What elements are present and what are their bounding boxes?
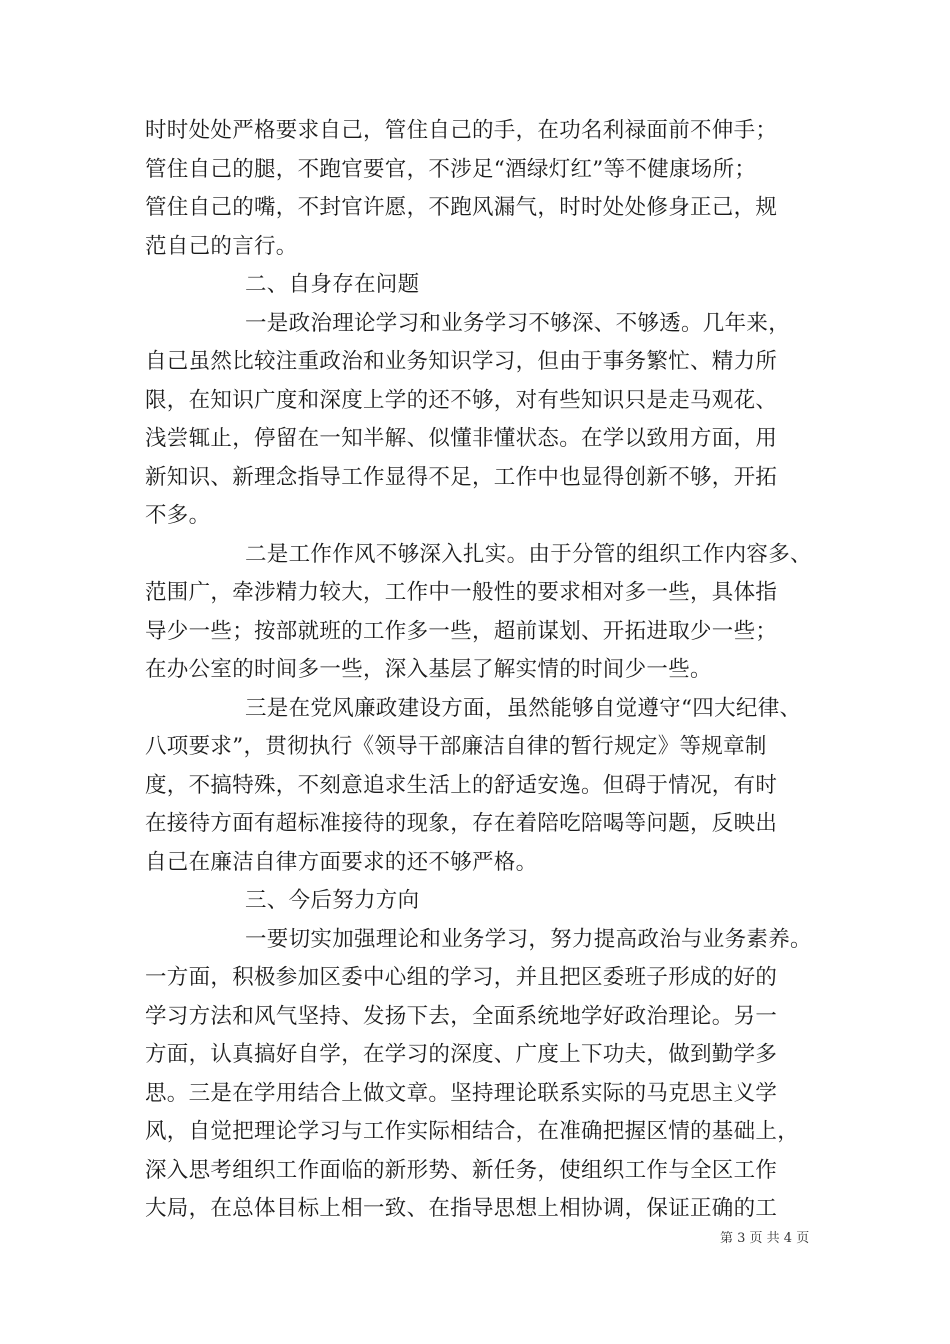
text-line: 深入思考组织工作面临的新形势、新任务，使组织工作与全区工作	[145, 1157, 778, 1183]
text-line: 思。三是在学用结合上做文章。坚持理论联系实际的马克思主义学	[145, 1080, 778, 1106]
text-line: 在接待方面有超标准接待的现象，存在着陪吃陪喝等问题，反映出	[145, 811, 778, 836]
text-line: 限，在知识广度和深度上学的还不够，对有些知识只是走马观花、	[145, 387, 778, 413]
text-line: 自己在廉洁自律方面要求的还不够严格。	[145, 849, 538, 875]
text-line: 一要切实加强理论和业务学习，努力提高政治与业务素养。	[245, 926, 812, 952]
text-line: 不多。	[145, 503, 211, 528]
text-line: 管住自己的嘴，不封官许愿，不跑风漏气，时时处处修身正己，规	[145, 195, 778, 220]
text-line: 导少一些；按部就班的工作多一些，超前谋划、开拓进取少一些；	[145, 618, 778, 644]
text-line: 学习方法和风气坚持、发扬下去，全面系统地学好政治理论。另一	[145, 1003, 778, 1029]
text-line: 浅尝辄止，停留在一知半解、似懂非懂状态。在学以致用方面，用	[145, 426, 778, 451]
text-line: 时时处处严格要求自己，管住自己的手，在功名利禄面前不伸手；	[145, 118, 778, 143]
text-line: 二、自身存在问题	[245, 272, 420, 297]
page-number: 第 3 页 共 4 页	[720, 1231, 810, 1246]
text-line: 管住自己的腿，不跑官要官，不涉足“酒绿灯红”等不健康场所；	[145, 156, 757, 182]
text-line: 范围广，牵涉精力较大，工作中一般性的要求相对多一些，具体指	[145, 580, 778, 605]
text-line: 一方面，积极参加区委中心组的学习，并且把区委班子形成的好的	[145, 965, 778, 990]
text-line: 大局，在总体目标上相一致、在指导思想上相协调，保证正确的工	[145, 1196, 778, 1221]
text-line: 方面，认真搞好自学，在学习的深度、广度上下功夫，做到勤学多	[145, 1042, 778, 1067]
text-line: 一是政治理论学习和业务学习不够深、不够透。几年来，	[245, 310, 791, 336]
text-line: 八项要求”，贯彻执行《领导干部廉洁自律的暂行规定》等规章制	[145, 734, 767, 759]
body-text	[145, 112, 825, 1229]
text-line: 自己虽然比较注重政治和业务知识学习，但由于事务繁忙、精力所	[145, 349, 778, 374]
text-line: 范自己的言行。	[145, 233, 298, 259]
text-line: 度，不搞特殊，不刻意追求生活上的舒适安逸。但碍于情况，有时	[145, 772, 778, 798]
text-line: 三、今后努力方向	[245, 888, 420, 913]
text-line: 二是工作作风不够深入扎实。由于分管的组织工作内容多、	[245, 541, 812, 567]
text-line: 风，自觉把理论学习与工作实际相结合，在准确把握区情的基础上，	[145, 1119, 800, 1144]
text-line: 在办公室的时间多一些，深入基层了解实情的时间少一些。	[145, 657, 712, 682]
text-line: 三是在党风廉政建设方面，虽然能够自觉遵守“四大纪律、	[245, 695, 802, 721]
text-line: 新知识、新理念指导工作显得不足，工作中也显得创新不够，开拓	[145, 464, 778, 490]
